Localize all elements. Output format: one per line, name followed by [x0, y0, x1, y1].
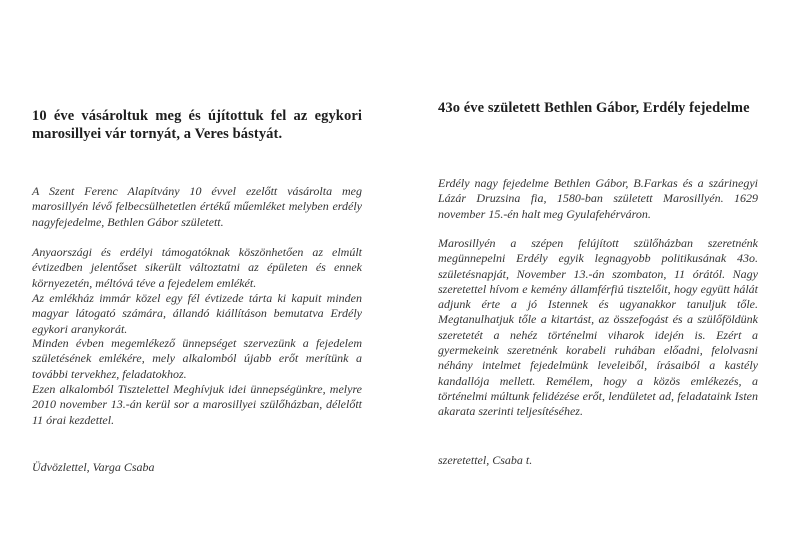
left-column: [32, 0, 362, 533]
right-column: [438, 0, 758, 533]
right-paragraph-2: Marosillyén a szépen felújított szülőházban szeretnénk megünnepelni Erdély egyik legnagyobb politikusának 43o. születésnapját, November 13.-án szombaton, 11 órától. Nagy szeretettel hívom e kemény államférfiú tisztelőit, hogy együtt hálát adjunk érte a jó Istennek és ugyanakkor tanuljuk tőle. Megtanulhatjuk tőle a kitartást, az összefogást és a szülőföldünk szeretetét a nehéz történelmi viharok idején is. Ezért a gyermekeink szeretnénk korabeli ruhában előadni, felolvasni néhány intelmet fejedelmünk leveleiből, írásaiból a kastély kandallója mellett. Remélem, hogy a közös emlékezés, a történelmi múltunk felidézése erőt, lendületet ad, feladataink Isten akarata szerinti teljesítéséhez.: [438, 236, 758, 419]
left-heading: 10 éve vásároltuk meg és újítottuk fel az egykori marosillyei vár tornyát, a Veres bástyát.: [32, 108, 362, 142]
left-paragraph-2: Anyaországi és erdélyi támogatóknak köszönhetően az elmúlt évtizedben jelentőset sikerült változtatni az épületen és ennek környezetén, méltóvá téve a fejedelem emlékét.: [32, 245, 362, 290]
left-paragraph-4: Minden évben megemlékező ünnepséget szervezünk a fejedelem születésének emlékére, mely alkalomból újabb erőt merítünk a további tervekhez, feladatokhoz.: [32, 336, 362, 381]
right-heading: 43o éve született Bethlen Gábor, Erdély fejedelme: [438, 100, 750, 116]
left-signature: Üdvözlettel, Varga Csaba: [32, 460, 155, 474]
right-paragraph-1: Erdély nagy fejedelme Bethlen Gábor, B.Farkas és a szárinegyi Lázár Druzsina fia, 1580-ban született Marosillyén. 1629 november 15.-én halt meg Gyulafehérváron.: [438, 176, 758, 221]
left-paragraph-3: Az emlékház immár közel egy fél évtizede tárta ki kapuit minden magyar látogató számára, állandó kiállításon bemutatva Erdély egykori aranykorát.: [32, 291, 362, 336]
left-paragraph-1: A Szent Ferenc Alapítvány 10 évvel ezelőtt vásárolta meg marosillyén lévő felbecsülhetetlen értékű műemléket melyben erdély nagyfejedelme, Bethlen Gábor született.: [32, 184, 362, 229]
left-paragraph-5: Ezen alkalomból Tisztelettel Meghívjuk idei ünnepségünkre, melyre 2010 november 13.-án kerül sor a marosillyei szülőházban, délelőtt 11 órai kezdettel.: [32, 382, 362, 427]
right-signature: szeretettel, Csaba t.: [438, 453, 533, 467]
